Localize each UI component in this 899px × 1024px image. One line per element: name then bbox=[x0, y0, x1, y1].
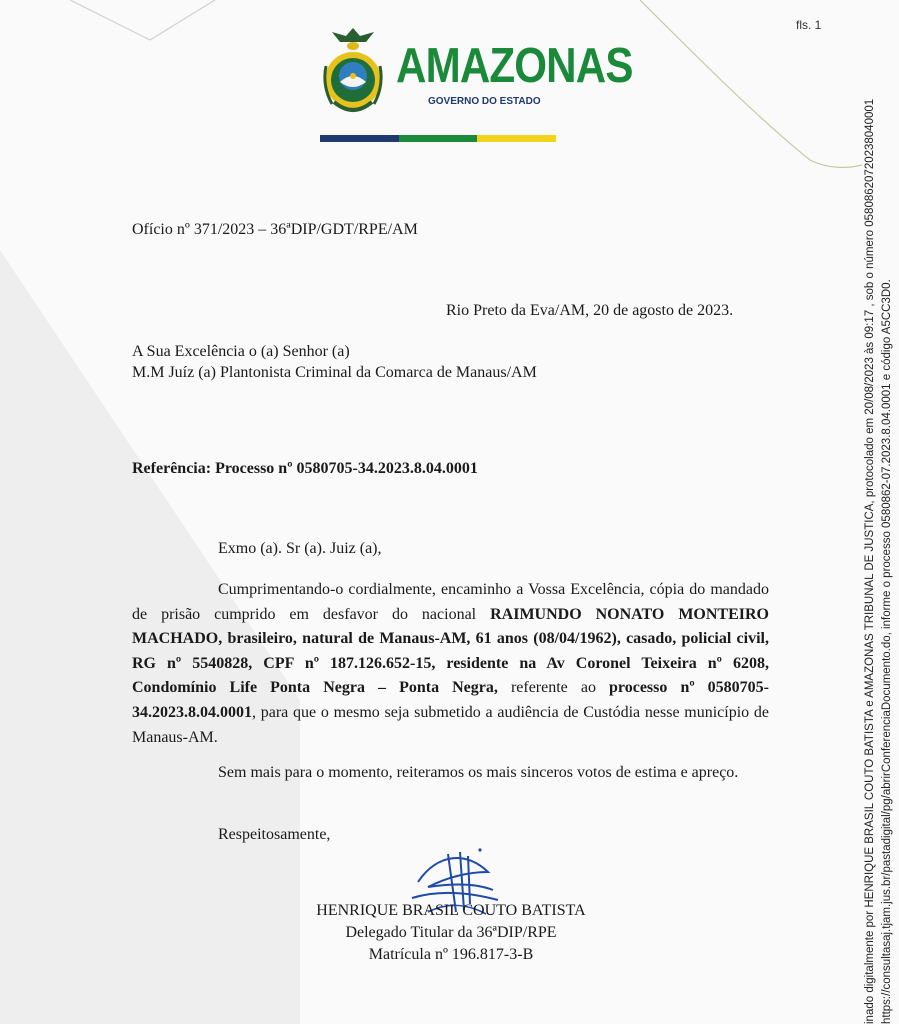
stamp-line-2: https://consultasaj.tjam.jus.br/pastadigital/pg/abrirConferenciaDocumento.do, informe o processo 0580862-07.2023.8.04.0001 e código A5CC3D0. bbox=[881, 279, 893, 1024]
brand-subtitle: GOVERNO DO ESTADO bbox=[428, 96, 541, 107]
closing-paragraph bbox=[132, 761, 769, 786]
main-paragraph bbox=[132, 578, 769, 750]
stamp-line-1: inado digitalmente por HENRIQUE BRASIL COUTO BATISTA e AMAZONAS TRIBUNAL DE JUSTICA, protocolado em 20/08/2023 às 09:17 , sob o número 05808620720238040001 bbox=[864, 98, 876, 1024]
paragraph-text: Cumprimentando-o cordialmente, encaminho a Vossa Excelência, cópia do mandado de prisão cumprido em desfavor do nacional bbox=[132, 581, 769, 623]
government-logo bbox=[318, 26, 633, 146]
paragraph-text: referente ao bbox=[497, 679, 610, 697]
signer-registration: Matrícula nº 196.817-3-B bbox=[368, 946, 534, 963]
signature-block bbox=[296, 900, 606, 966]
paragraph-text: , para que o mesmo seja submetido a audiência de Custódia nesse município de Manaus-AM. bbox=[132, 703, 769, 746]
signer-name: HENRIQUE BRASIL COUTO BATISTA bbox=[316, 902, 586, 919]
addressee-line-1: A Sua Excelência o (a) Senhor (a) bbox=[132, 343, 350, 360]
place-date: Rio Preto da Eva/AM, 20 de agosto de 2023. bbox=[446, 302, 734, 319]
closing-salutation: Respeitosamente, bbox=[218, 826, 331, 843]
brand-name: AMAZONAS bbox=[396, 39, 633, 93]
signer-title: Delegado Titular da 36ªDIP/RPE bbox=[345, 924, 557, 941]
flag-color-bar bbox=[320, 135, 556, 142]
coat-of-arms-icon bbox=[318, 26, 388, 121]
page-number: fls. 1 bbox=[796, 18, 822, 32]
detainee-details: RAIMUNDO NONATO MONTEIRO MACHADO, brasileiro, natural de Manaus-AM, 61 anos (08/04/1962), casado, policial civil, RG nº 5540828, CPF nº 187.126.652-15, residente na Av Coronel Teixeira nº 6208, Condomínio Life Ponta Negra – Ponta Negra, bbox=[132, 605, 770, 697]
addressee-line-2: M.M Juíz (a) Plantonista Criminal da Comarca de Manaus/AM bbox=[132, 364, 537, 381]
reference-line: Referência: Processo nº 0580705-34.2023.8.04.0001 bbox=[132, 460, 478, 477]
paragraph-text: Sem mais para o momento, reiteramos os mais sinceros votos de estima e apreço. bbox=[218, 764, 739, 781]
process-number: processo nº 0580705-34.2023.8.04.0001 bbox=[132, 679, 770, 721]
digital-signature-stamp bbox=[862, 0, 899, 1024]
oficio-number: Ofício nº 371/2023 – 36ªDIP/GDT/RPE/AM bbox=[132, 221, 418, 238]
salutation: Exmo (a). Sr (a). Juiz (a), bbox=[218, 540, 382, 557]
